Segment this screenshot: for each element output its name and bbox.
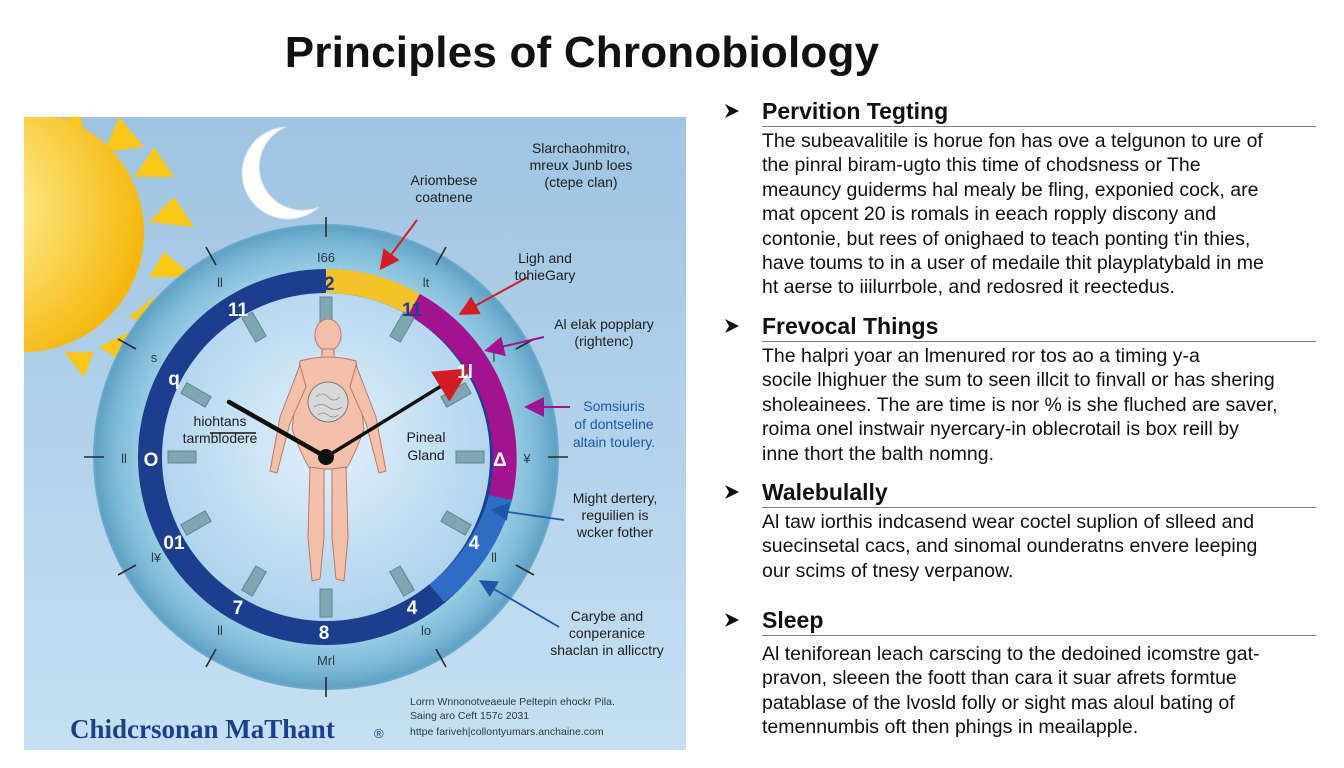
body-line: temennumbis oft then phings in meailapple. <box>762 716 1139 739</box>
credit-line-3: httpe fariveh|collontyumars.anchaine.com <box>410 726 604 738</box>
outer-mark-5: lo <box>420 623 432 638</box>
body-line: mat opcent 20 is romals in eeach ropply discony and <box>762 203 1217 226</box>
outer-mark-bottom: Mrl <box>316 653 336 668</box>
credit-line-2: Saing aro Ceft 157c 2031 <box>410 710 530 722</box>
section-body <box>762 510 1316 583</box>
body-line: sholeainees. The are time is nor % is she fluched are saver, <box>762 393 1278 416</box>
chronobiology-diagram <box>24 117 686 750</box>
section-pervition-tegting <box>724 96 1316 300</box>
diagram-canvas <box>24 117 686 750</box>
clock-number-9: O <box>143 450 159 471</box>
outer-mark-top: I66 <box>316 250 336 265</box>
label-might-1: Might dertery, <box>572 490 658 506</box>
arrow-bullet-icon <box>724 103 762 119</box>
label-somsiuris-2: of dontseline <box>574 416 654 432</box>
outer-mark-2: l <box>492 350 496 365</box>
label-top-right-3: (ctepe clan) <box>544 174 618 190</box>
page-title: Principles of Chronobiology <box>284 28 880 77</box>
arrow-bullet-icon <box>724 484 762 500</box>
arrow-bullet-icon <box>724 612 762 628</box>
label-al-elak-2: (rightenc) <box>574 333 634 349</box>
clock-center <box>318 449 334 465</box>
body-line: our scims of tnesy verpanow. <box>762 559 1014 582</box>
brand-mark: ® <box>374 726 384 741</box>
section-body <box>762 129 1316 300</box>
body-line: inne thort the balth nomng. <box>762 442 994 465</box>
body-line: pravon, sleeen the foott than cara it suar afrets formtue <box>762 667 1237 690</box>
arrow-bullet-icon <box>724 318 762 334</box>
label-pineal-2: Gland <box>407 447 445 463</box>
clock-number-1: 11 <box>401 300 423 321</box>
label-carybe-3: shaclan in allicctry <box>550 642 664 658</box>
section-frevocal-things <box>724 311 1316 466</box>
label-ligh-1: Ligh and <box>518 250 572 266</box>
outer-mark-10: s <box>150 350 158 365</box>
section-title: Sleep <box>762 606 824 633</box>
body-line: ht aerse to iiilurrbole, and redosred it reectedus. <box>762 276 1175 299</box>
section-title: Pervition Tegting <box>762 97 949 124</box>
body-line: contonie, but rees of onighaed to teach ponting t'in thies, <box>762 227 1251 250</box>
section-walebulally <box>724 477 1316 583</box>
label-might-2: reguilien is <box>581 507 649 523</box>
body-line: Al teniforean leach carscing to the dedoined icomstre gat- <box>762 643 1260 665</box>
outer-mark-9: ll <box>121 451 127 466</box>
label-carybe-1: Carybe and <box>570 608 644 624</box>
section-divider <box>762 341 1316 342</box>
label-top-right-1: Slarchaohmitro, <box>531 140 631 156</box>
body-line: patablase of the lvosld folly or sight mas aloul bating of <box>762 691 1235 714</box>
section-title: Walebulally <box>762 478 888 505</box>
clock-number-12: 12 <box>313 274 335 295</box>
label-top-right-2: mreux Junb loes <box>529 157 633 173</box>
body-line: roima onel instwair nyercary-in oblecrotail is box reill by <box>762 418 1239 441</box>
label-hiohtans-1: hiohtans <box>193 413 247 429</box>
clock-number-8: 01 <box>163 533 185 554</box>
clock-number-3: Δ <box>493 450 507 471</box>
body-line: the pinral biram-ugto this time of chodsness or The <box>762 154 1201 177</box>
outer-mark-11: ll <box>217 275 223 290</box>
label-somsiuris-1: Somsiuris <box>583 398 645 414</box>
body-line: Al taw iorthis indcasend wear coctel suplion of slleed and <box>762 511 1255 533</box>
outer-mark-3: ¥ <box>523 451 531 466</box>
body-line: The halpri yoar an lmenured ror tos ao a timing y-a <box>762 345 1200 367</box>
brand-name: Chidcrsonan MaThant <box>70 714 335 744</box>
clock-number-4: 4 <box>468 533 480 554</box>
outer-mark-4: ll <box>491 550 497 565</box>
section-divider <box>762 507 1316 508</box>
label-hiohtans-2: tarmblodere <box>182 430 258 446</box>
credit-line-1: Lorrn Wnnonotveaeule Peltepin ehockr Pila. <box>410 696 615 708</box>
clock-number-5: 4 <box>406 598 418 619</box>
section-divider <box>762 635 1316 636</box>
label-carybe-2: conperanice <box>568 625 646 641</box>
section-divider <box>762 126 1316 127</box>
clock-number-2: 1l <box>457 362 473 383</box>
body-line: meauncy guiderms hal mealy be fling, exponied cock, are <box>762 178 1259 201</box>
label-pineal-1: Pineal <box>406 429 446 445</box>
label-ariombese-1: Ariombese <box>410 172 478 188</box>
section-sleep <box>724 605 1316 740</box>
label-somsiuris-3: altain toulery. <box>572 434 656 450</box>
body-line: socile lhighuer the sum to seen illcit to finvall or has shering <box>762 369 1275 392</box>
outer-mark-8: l¥ <box>150 550 162 565</box>
label-al-elak-1: Al elak popplary <box>554 316 654 332</box>
label-might-3: wcker fother <box>576 524 654 540</box>
clock-number-11: 11 <box>227 300 249 321</box>
section-title: Frevocal Things <box>762 312 939 339</box>
body-line: The subeavalitile is horue fon has ove a telgunon to ure of <box>762 130 1263 152</box>
label-ligh-2: tohieGary <box>514 267 576 283</box>
label-ariombese-2: coatnene <box>415 189 473 205</box>
section-body <box>762 344 1316 466</box>
pineal-brain-icon <box>308 382 348 422</box>
clock-number-7: 7 <box>232 598 244 619</box>
clock-number-6: 8 <box>318 623 330 644</box>
body-line: suecinsetal cacs, and sinomal ounderatns envere leeping <box>762 535 1258 558</box>
body-line: have toums to in a user of medaile thit playplatybald in me <box>762 252 1264 275</box>
clock-number-10: q <box>168 369 180 390</box>
section-body <box>762 642 1316 740</box>
outer-mark-1: lt <box>422 275 430 290</box>
outer-mark-7: ll <box>217 623 223 638</box>
